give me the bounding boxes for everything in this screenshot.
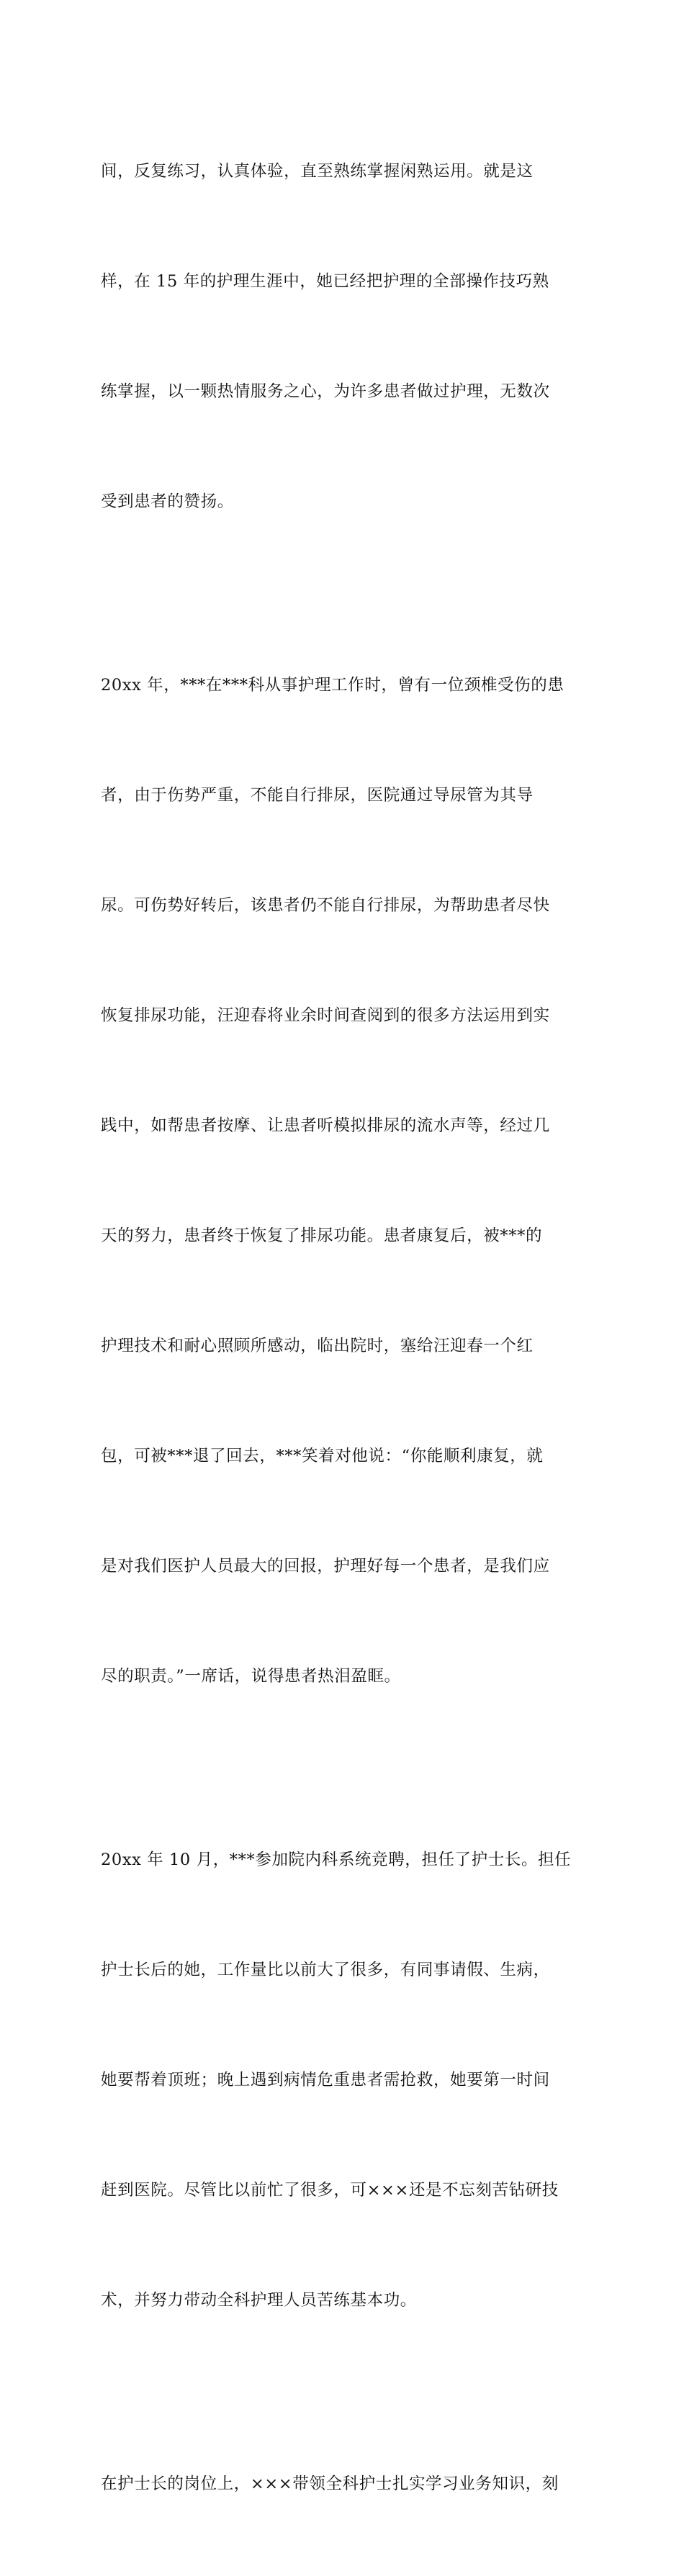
text-line: 间，反复练习，认真体验，直至熟练掌握闲熟运用。就是这 (101, 162, 534, 181)
text-line: 术，并努力带动全科护理人员苦练基本功。 (101, 2291, 417, 2310)
text-line: 在护士长的岗位上，×××带领全科护士扎实学习业务知识，刻 (101, 2475, 559, 2493)
text-line: 受到患者的赞扬。 (101, 492, 234, 511)
paragraph-3 (101, 1768, 583, 2392)
text-line: 练掌握，以一颗热情服务之心，为许多患者做过护理，无数次 (101, 382, 550, 401)
paragraph-1 (101, 80, 583, 594)
text-line: 护士长后的她，工作量比以前大了很多，有同事请假、生病， (101, 1961, 550, 1979)
text-line: 践中，如帮患者按摩、让患者听模拟排尿的流水声等，经过几 (101, 1116, 550, 1135)
text-line: 包，可被***退了回去，***笑着对他说：“你能顺利康复，就 (101, 1447, 544, 1465)
text-line: 20xx 年，***在***科从事护理工作时，曾有一位颈椎受伤的患 (101, 676, 564, 695)
text-line: 天的努力，患者终于恢复了排尿功能。患者康复后，被***的 (101, 1226, 543, 1245)
text-line: 恢复排尿功能，汪迎春将业余时间查阅到的很多方法运用到实 (101, 1006, 550, 1025)
text-line: 尿。可伤势好转后，该患者仍不能自行排尿，为帮助患者尽快 (101, 896, 550, 915)
text-line: 样，在 15 年的护理生涯中，她已经把护理的全部操作技巧熟 (101, 272, 549, 291)
text-line: 赶到医院。尽管比以前忙了很多，可×××还是不忘刻苦钻研技 (101, 2181, 559, 2200)
paragraph-4 (101, 2392, 583, 2576)
text-line: 20xx 年 10 月，***参加院内科系统竞聘，担任了护士长。担任 (101, 1850, 572, 1869)
text-line: 是对我们医护人员最大的回报，护理好每一个患者，是我们应 (101, 1557, 550, 1576)
paragraph-2 (101, 594, 583, 1768)
text-line: 护理技术和耐心照顾所感动，临出院时，塞给汪迎春一个红 (101, 1337, 534, 1355)
text-line: 尽的职责。”一席话，说得患者热泪盈眶。 (101, 1667, 401, 1686)
text-line: 者，由于伤势严重，不能自行排尿，医院通过导尿管为其导 (101, 786, 534, 805)
text-line: 她要帮着顶班；晚上遇到病情危重患者需抢救，她要第一时间 (101, 2071, 550, 2089)
